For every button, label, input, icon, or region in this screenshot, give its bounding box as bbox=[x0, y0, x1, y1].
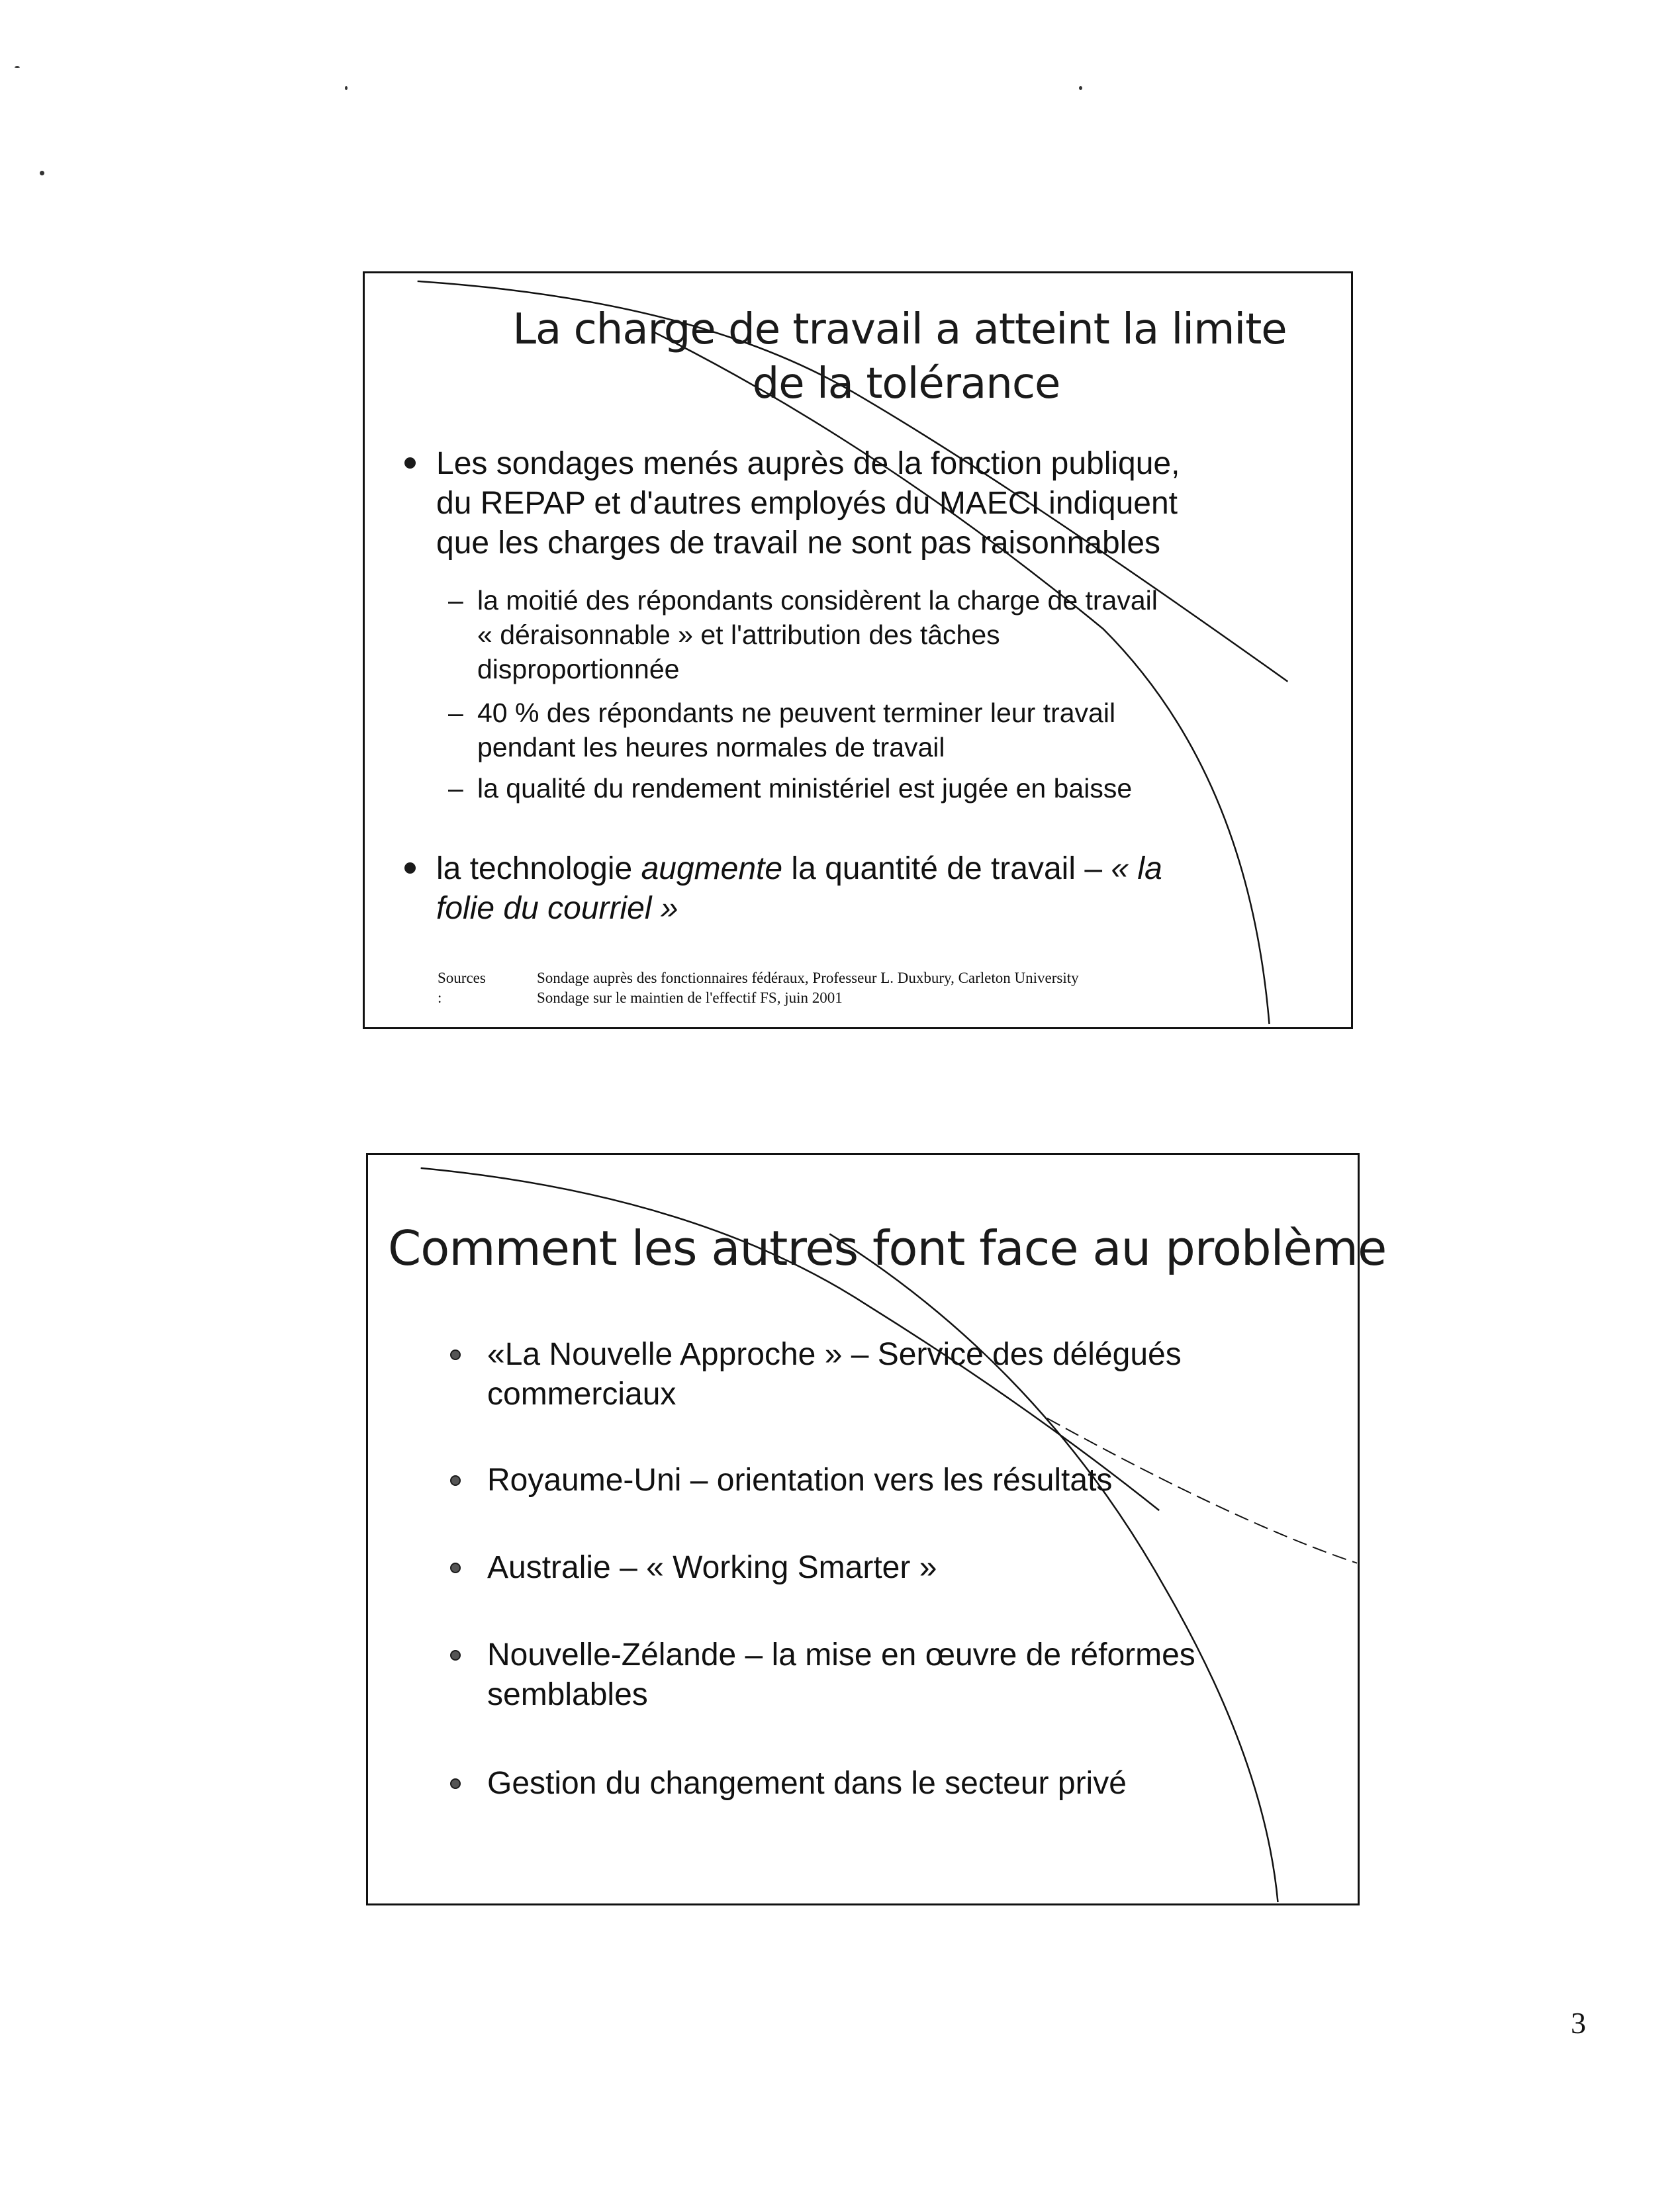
scan-speck bbox=[1079, 86, 1082, 90]
emphasis-text: « la bbox=[1111, 851, 1162, 886]
slide1-title-line2: de la tolérance bbox=[752, 359, 1060, 408]
sub-line: la qualité du rendement ministériel est jugée en baisse bbox=[477, 773, 1133, 803]
slide1-sub-quality bbox=[448, 771, 1133, 805]
sources-line2: Sondage sur le maintien de l'effectif FS, juin 2001 bbox=[537, 989, 843, 1006]
slide1-bullet-technology bbox=[436, 849, 1162, 929]
emphasis-text: folie du courriel » bbox=[436, 891, 678, 926]
scan-speck bbox=[15, 66, 20, 68]
sub-line: pendant les heures normales de travail bbox=[477, 732, 945, 762]
slide2-title: Comment les autres font face au problème bbox=[388, 1220, 1387, 1276]
sub-line: la moitié des répondants considèrent la charge de travail bbox=[477, 585, 1158, 616]
sub-line: disproportionnée bbox=[477, 654, 680, 684]
bullet-line: Royaume-Uni – orientation vers les résultats bbox=[487, 1463, 1113, 1498]
slide-how-others-cope bbox=[366, 1153, 1387, 1905]
slide2-bullet-royaume-uni bbox=[487, 1461, 1112, 1500]
slide-workload bbox=[363, 271, 1353, 1029]
slide1-sub-half-respondents bbox=[448, 583, 1158, 686]
bullet-dot-icon bbox=[450, 1350, 461, 1360]
bullet-line bbox=[436, 849, 1162, 889]
text-run: la technologie bbox=[436, 851, 641, 886]
slide2-bullet-nouvelle-approche bbox=[487, 1335, 1182, 1414]
bullet-line: semblables bbox=[487, 1677, 648, 1712]
slide2-bullet-nouvelle-zelande bbox=[487, 1635, 1195, 1715]
bullet-line: Australie – « Working Smarter » bbox=[487, 1550, 937, 1585]
sub-dash: – bbox=[448, 773, 463, 803]
bullet-line: Les sondages menés auprès de la fonction publique, bbox=[436, 446, 1180, 481]
bullet-line: commerciaux bbox=[487, 1377, 677, 1412]
bullet-line: que les charges de travail ne sont pas raisonnables bbox=[436, 526, 1161, 561]
bullet-dot-icon bbox=[404, 457, 416, 469]
emphasis-text: augmente bbox=[641, 851, 783, 886]
text-run: la quantité de travail – bbox=[782, 851, 1111, 886]
sub-line: 40 % des répondants ne peuvent terminer leur travail bbox=[477, 698, 1116, 728]
slide1-title-line1: La charge de travail a atteint la limite bbox=[512, 305, 1287, 354]
slide1-sub-forty-percent bbox=[448, 696, 1116, 764]
bullet-dot-icon bbox=[450, 1563, 461, 1573]
scan-speck bbox=[40, 171, 44, 175]
bullet-dot-icon bbox=[404, 862, 416, 874]
slide2-bullet-gestion-changement bbox=[487, 1764, 1127, 1804]
page-number: 3 bbox=[1571, 2006, 1586, 2040]
sources-line1: Sondage auprès des fonctionnaires fédéraux, Professeur L. Duxbury, Carleton University bbox=[537, 970, 1079, 986]
sub-line: « déraisonnable » et l'attribution des tâches bbox=[477, 619, 1000, 650]
bullet-line: Nouvelle-Zélande – la mise en œuvre de réformes bbox=[487, 1637, 1195, 1672]
slide1-title bbox=[365, 302, 1355, 411]
bullet-dot-icon bbox=[450, 1475, 461, 1486]
bullet-line: du REPAP et d'autres employés du MAECI indiquent bbox=[436, 486, 1178, 521]
bullet-dot-icon bbox=[450, 1778, 461, 1789]
sub-dash: – bbox=[448, 585, 463, 616]
sub-dash: – bbox=[448, 698, 463, 728]
slide2-bullet-australie bbox=[487, 1548, 937, 1588]
slide1-bullet-surveys bbox=[436, 444, 1180, 563]
bullet-line: «La Nouvelle Approche » – Service des délégués bbox=[487, 1337, 1182, 1372]
sources-label: Sources : bbox=[438, 970, 486, 1006]
scan-speck bbox=[345, 86, 348, 90]
bullet-dot-icon bbox=[450, 1650, 461, 1661]
bullet-line: Gestion du changement dans le secteur privé bbox=[487, 1766, 1127, 1801]
